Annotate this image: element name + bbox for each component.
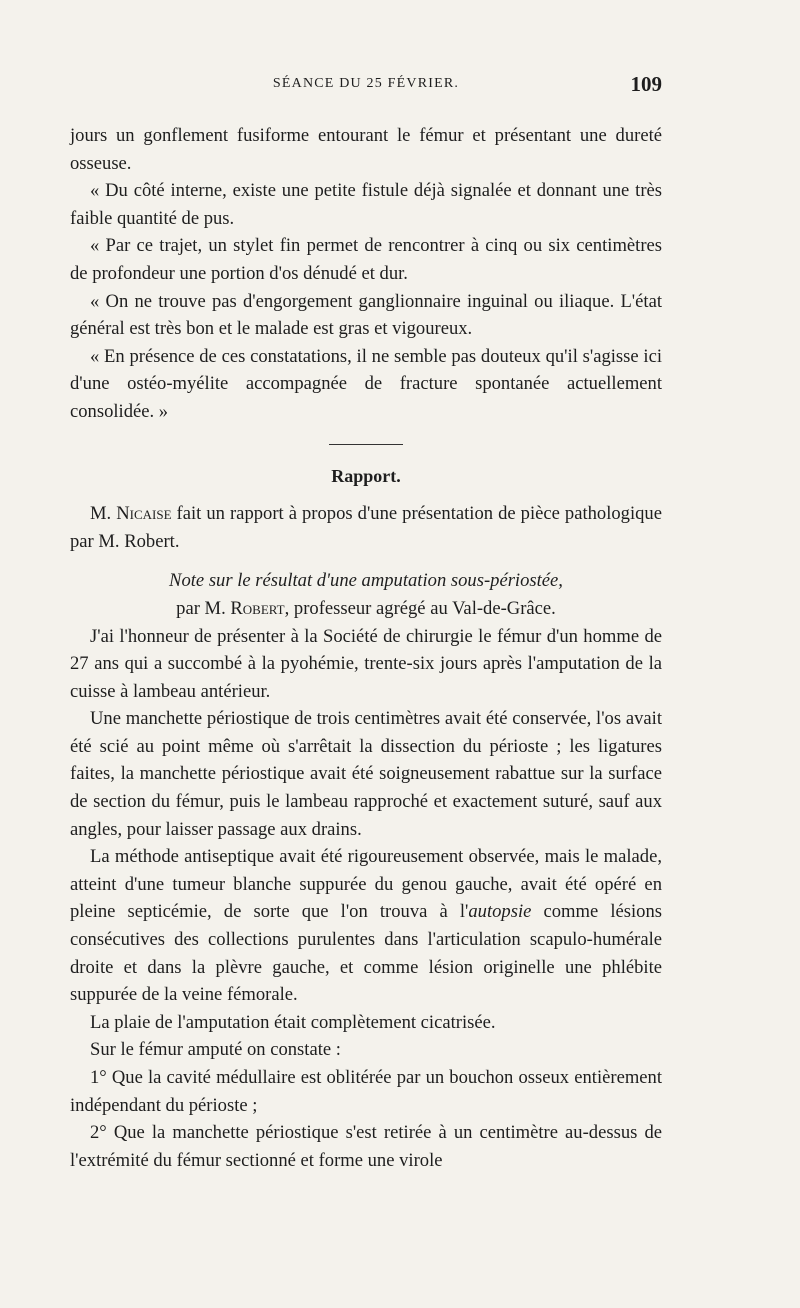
paragraph [70,500,662,555]
note-author [70,595,662,623]
page-body [70,122,662,1174]
paragraph [70,843,662,1009]
author-suffix: , professeur agrégé au Val-de-Grâce. [284,597,556,619]
paragraph: « On ne trouve pas d'engorgement ganglionnaire inguinal ou iliaque. L'état général est très bon et le malade est gras et vigoureux. [70,290,662,340]
speaker-name: M. Nicaise [90,503,172,525]
paragraph: 1° Que la cavité médullaire est oblitérée par un bouchon osseux entièrement indépendant du périoste ; [70,1067,662,1116]
paragraph: Une manchette périostique de trois centimètres avait été conservée, l'os avait été scié au point même où s'arrêtait la dissection du périoste ; les ligatures faites, la manchette périostique avait été soigneusement rabattue sur la surface de section du fémur, puis le lambeau rapproché et exactement suturé, sauf aux angles, pour laisser passage aux drains. [70,708,662,840]
running-title: SÉANCE DU 25 FÉVRIER. [272,76,460,91]
paragraph: Sur le fémur amputé on constate : [90,1039,341,1061]
paragraph: 2° Que la manchette périostique s'est retirée à un centimètre au-dessus de l'extrémité du fémur sectionné et forme une virole [70,1122,662,1171]
paragraph-text: fait un rapport à propos d'une présentation de pièce pathologique par M. Robert. [70,503,662,552]
page-number: 109 [630,72,662,96]
paragraph: J'ai l'honneur de présenter à la Société de chirurgie le fémur d'un homme de 27 ans qui a succombé à la pyohémie, trente-six jours après l'amputation de la cuisse à lambeau antérieur. [70,625,662,702]
paragraph-text: La méthode antiseptique avait été rigoureusement observée, mais le malade, atteint d'une tumeur blanche suppurée du genou gauche, avait été opéré en pleine septicémie, de sorte que l'on trouva à l' [70,846,662,923]
paragraph: « Du côté interne, existe une petite fistule déjà signalée et donnant une très faible quantité de pus. [70,180,662,229]
paragraph: jours un gonflement fusiforme entourant le fémur et présentant une dureté osseuse. [70,125,662,174]
author-prefix: par M. [176,597,231,619]
author-name: Robert [230,597,285,619]
paragraph-text: comme lésions consécutives des collections purulentes dans l'articulation scapulo-humérale droite et dans la plèvre gauche, et comme lésion originelle une phlébite suppurée de la veine fémorale. [70,901,662,1006]
note-title: Note sur le résultat d'une amputation sous-périostée, [169,570,563,592]
section-heading: Rapport. [331,465,401,486]
paragraph: « Par ce trajet, un stylet fin permet de rencontrer à cinq ou six centimètres de profondeur une portion d'os dénudé et dur. [70,235,662,284]
emphasis: autopsie [468,901,532,923]
paragraph: La plaie de l'amputation était complètement cicatrisée. [90,1011,496,1033]
paragraph: « En présence de ces constatations, il ne semble pas douteux qu'il s'agisse ici d'une ostéo-myélite accompagnée de fracture spontanée actuellement consolidée. » [70,345,662,422]
section-divider [329,444,403,445]
running-header [70,72,662,102]
